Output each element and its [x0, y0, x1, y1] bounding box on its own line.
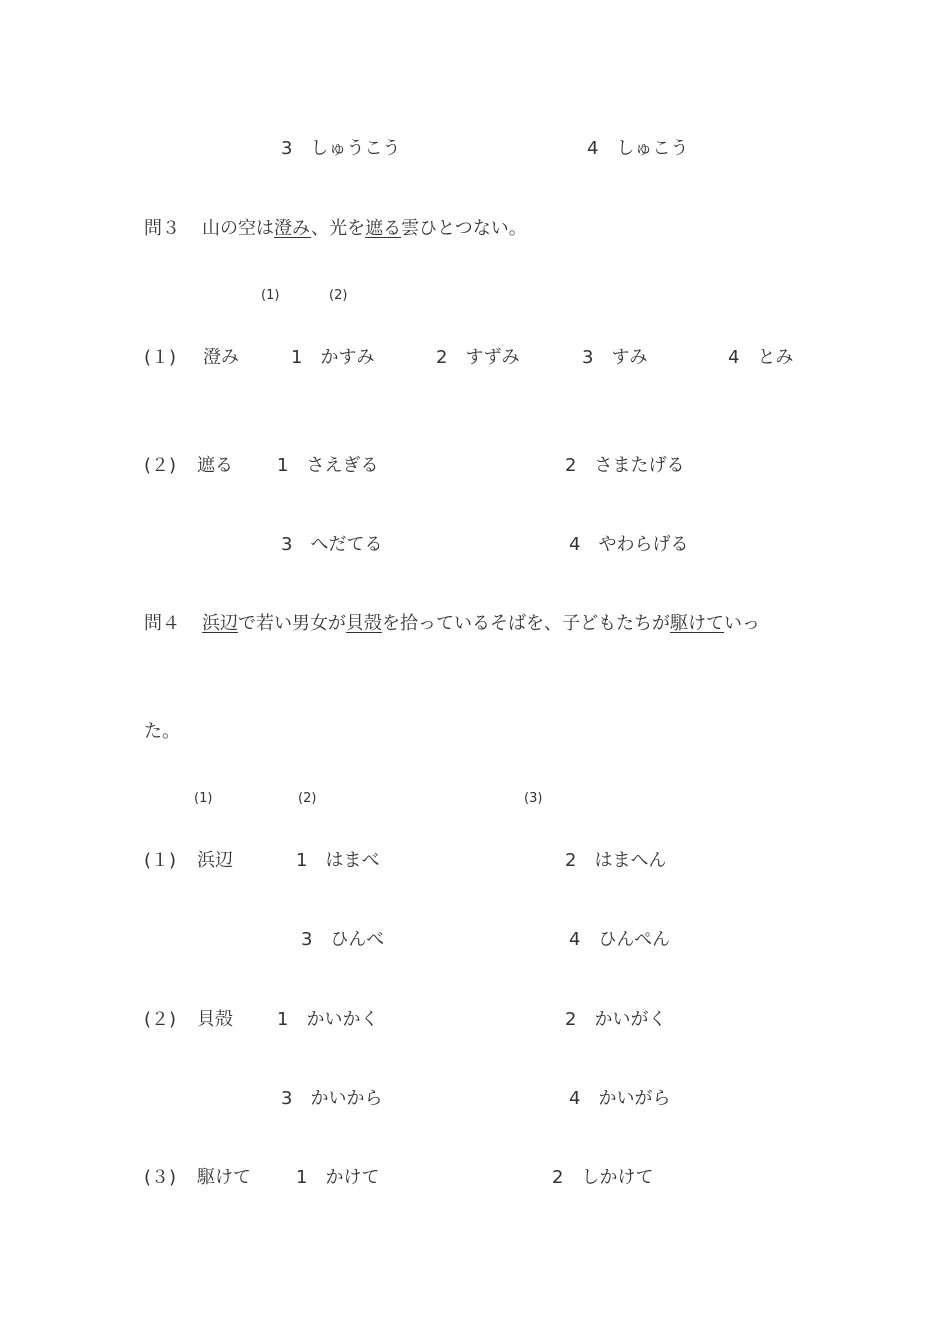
- q3-item-2-number: (２): [144, 455, 177, 476]
- q4-item-1-number: (１): [144, 850, 177, 871]
- q4-item-1-option-4: 4 ひんぺん: [569, 929, 671, 950]
- q3-item-1-word: 澄み: [203, 347, 239, 368]
- q2-option-4: 4 しゅこう: [587, 138, 689, 159]
- q4-question: [144, 615, 760, 633]
- q3-label: 問３: [144, 218, 180, 239]
- q3-item-2-word: 遮る: [197, 455, 233, 476]
- q4-underlined-1: 浜辺: [202, 613, 238, 634]
- q3-item-1-option-3: 3 すみ: [582, 347, 648, 368]
- q4-underlined-2: 貝殻: [346, 613, 382, 634]
- q4-text-3: いっ: [724, 613, 760, 634]
- q3-text-1: 山の空は: [202, 218, 274, 239]
- q3-item-1-option-2: 2 すずみ: [436, 347, 520, 368]
- q4-underlined-3: 駆けて: [670, 613, 724, 634]
- q3-item-2-option-1: 1 さえぎる: [277, 455, 379, 476]
- q3-underlined-2: 遮る: [365, 218, 402, 239]
- q4-item-1-option-3: 3 ひんべ: [301, 929, 385, 950]
- q4-item-1-option-2: 2 はまへん: [565, 850, 667, 871]
- q3-item-1-number: (１): [144, 347, 177, 368]
- q3-text-2: 、光を: [311, 218, 366, 239]
- q4-marker-1: (1): [194, 791, 213, 806]
- q2-option-3: 3 しゅうこう: [281, 138, 401, 159]
- q3-item-1-option-1: 1 かすみ: [291, 347, 375, 368]
- q4-marker-3: (3): [524, 791, 543, 806]
- q4-item-1-word: 浜辺: [197, 850, 233, 871]
- q3-item-2-option-3: 3 へだてる: [281, 534, 383, 555]
- q4-item-2-option-4: 4 かいがら: [569, 1088, 671, 1109]
- q4-item-2-option-1: 1 かいかく: [277, 1009, 379, 1030]
- q4-question-continuation: た。: [144, 721, 180, 742]
- q4-item-3-word: 駆けて: [197, 1167, 251, 1188]
- q4-item-1-option-1: 1 はまべ: [296, 850, 380, 871]
- q3-marker-1: (1): [261, 288, 280, 303]
- q3-underlined-1: 澄み: [274, 218, 312, 239]
- q4-text-1: で若い男女が: [238, 613, 346, 634]
- q3-item-2-option-4: 4 やわらげる: [569, 534, 689, 555]
- q4-item-3-option-2: 2 しかけて: [552, 1167, 654, 1188]
- q3-text-3: 雲ひとつない。: [401, 218, 527, 239]
- q4-item-2-option-2: 2 かいがく: [565, 1009, 667, 1030]
- q4-text-2: を拾っているそばを、子どもたちが: [382, 613, 670, 634]
- q4-item-3-option-1: 1 かけて: [296, 1167, 380, 1188]
- q3-question: [144, 220, 527, 238]
- q3-marker-2: (2): [329, 288, 348, 303]
- q4-item-3-number: (３): [144, 1167, 177, 1188]
- q4-marker-2: (2): [298, 791, 317, 806]
- q4-item-2-option-3: 3 かいから: [281, 1088, 383, 1109]
- q3-item-1-option-4: 4 とみ: [728, 347, 794, 368]
- q4-item-2-word: 貝殻: [197, 1009, 233, 1030]
- q4-label: 問４: [144, 613, 180, 634]
- q3-item-2-option-2: 2 さまたげる: [565, 455, 685, 476]
- q4-item-2-number: (２): [144, 1009, 177, 1030]
